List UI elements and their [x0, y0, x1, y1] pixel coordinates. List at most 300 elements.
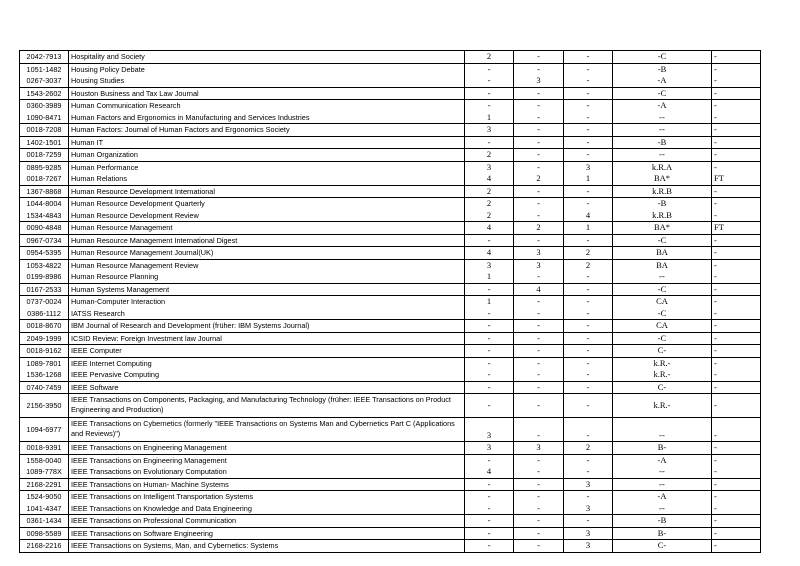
rating-col4-5-cell	[613, 394, 712, 417]
journal-title-cell	[69, 528, 465, 540]
ft-list-cell	[712, 235, 761, 247]
ft-list-cell	[712, 222, 761, 234]
rating-col1-value: -	[487, 63, 491, 74]
rating-col2-value: -	[537, 332, 540, 343]
rating-pair	[613, 198, 711, 210]
rating-col2-value: -	[537, 466, 540, 476]
rating-col3-cell	[564, 124, 613, 136]
rating-col4-5-cell	[613, 515, 712, 527]
rating-pair	[613, 382, 711, 394]
journal-title-cell	[69, 198, 465, 221]
rating-col2-cell	[514, 235, 564, 247]
table-row-group	[20, 394, 761, 418]
ft-list-value: -	[714, 87, 717, 98]
rating-col1-value: 2	[486, 149, 492, 159]
rating-pair	[613, 442, 711, 454]
rating-pair	[613, 515, 711, 527]
ft-list-cell	[712, 358, 761, 381]
rating-col1-value: -	[487, 357, 491, 368]
journal-title-value: IEEE Transactions on Cybernetics (formerly "IEEE Transactions on Systems Man and Cybernetics Part C (Applications and Reviews)")	[71, 419, 455, 438]
ft-list-value: -	[714, 124, 717, 134]
issn-cell	[20, 260, 69, 283]
rating-col3-value: -	[586, 198, 590, 208]
rating-col4-value: -	[657, 136, 661, 147]
rating-col2-value: -	[537, 111, 540, 122]
rating-pair	[613, 51, 711, 63]
rating-col3-cell	[564, 479, 613, 491]
issn-value: 2049-1999	[26, 333, 62, 343]
issn-cell	[20, 515, 69, 527]
rating-col4-value: B	[653, 173, 660, 183]
rating-col5-value: A*	[659, 222, 671, 232]
rating-col2-value: 3	[536, 75, 541, 85]
rating-col3-value: -	[586, 357, 590, 368]
rating-col1-cell	[465, 284, 514, 296]
ft-list-value: -	[714, 111, 717, 122]
table-row-group	[20, 358, 761, 382]
rating-col1-cell	[465, 394, 514, 417]
journal-title-value: IEEE Software	[71, 382, 119, 392]
rating-col1-value: -	[487, 320, 491, 330]
rating-col5-value: B	[660, 198, 667, 208]
rating-col3-value: -	[586, 234, 590, 245]
rating-col4-5-cell	[613, 162, 712, 185]
rating-pair	[613, 540, 711, 552]
rating-col4-5-cell	[613, 320, 712, 332]
rating-col4-value: k.R.	[653, 369, 668, 379]
journal-title-cell	[69, 442, 465, 454]
issn-value: 0167-2533	[26, 284, 62, 294]
journal-title-cell	[69, 284, 465, 296]
rating-col3-cell	[564, 284, 613, 296]
ft-list-cell	[712, 296, 761, 319]
ft-list-cell	[712, 162, 761, 185]
ft-list-cell	[712, 64, 761, 87]
ft-list-cell	[712, 455, 761, 478]
rating-col4-5-cell	[613, 358, 712, 381]
journal-title-value: Human Relations	[71, 174, 127, 183]
rating-col3-cell	[564, 540, 613, 552]
rating-col2-cell	[514, 382, 564, 394]
ft-list-cell	[712, 320, 761, 332]
rating-pair	[613, 284, 711, 296]
rating-col1-value: -	[487, 345, 491, 355]
rating-col4-5-cell	[613, 100, 712, 123]
rating-col3-value: -	[586, 63, 590, 74]
table-row-group	[20, 198, 761, 222]
rating-col3-value: -	[586, 111, 590, 122]
rating-col1-cell	[465, 124, 514, 136]
rating-col2-value: -	[537, 185, 540, 196]
table-row-group	[20, 296, 761, 320]
ft-list-value: -	[714, 399, 717, 410]
rating-col5-value: C	[660, 307, 667, 318]
rating-col2-value: 3	[536, 442, 541, 452]
issn-value: 1524-9050	[26, 492, 62, 501]
rating-col4-value: -	[657, 307, 661, 318]
issn-cell	[20, 247, 69, 259]
rating-col3-cell	[564, 247, 613, 259]
rating-col3-cell	[564, 320, 613, 332]
ft-list-cell	[712, 333, 761, 345]
rating-col3-cell	[564, 515, 613, 527]
rating-col1-cell	[465, 418, 514, 441]
rating-col2-value: -	[537, 320, 540, 330]
rating-col4-value: -	[657, 100, 661, 110]
rating-col5-value: A	[660, 491, 667, 501]
rating-col4-value: B	[657, 527, 664, 538]
rating-col2-value: -	[537, 491, 540, 501]
rating-col5-value: -	[662, 271, 665, 281]
issn-value: 1534-4843	[26, 210, 62, 220]
rating-col5-value: -	[663, 381, 667, 392]
rating-col2-value: -	[537, 307, 540, 318]
rating-col3-value: -	[586, 466, 590, 476]
table-row-group	[20, 222, 761, 235]
issn-cell	[20, 528, 69, 540]
journal-title-value: Houston Business and Tax Law Journal	[71, 88, 199, 98]
ft-list-value: -	[714, 491, 717, 501]
rating-col2-cell	[514, 515, 564, 527]
rating-col3-value: -	[586, 87, 590, 98]
rating-col2-cell	[514, 418, 564, 441]
rating-col3-value: -	[586, 454, 590, 465]
rating-col4-5-cell	[613, 491, 712, 514]
rating-col1-value: -	[487, 491, 491, 501]
rating-col5-value: A	[666, 161, 673, 172]
rating-col5-value: C	[660, 51, 667, 61]
rating-col1-cell	[465, 88, 514, 100]
table-row-group	[20, 540, 761, 553]
rating-col1-value: 2	[486, 209, 492, 220]
issn-cell	[20, 137, 69, 149]
rating-col2-cell	[514, 64, 564, 87]
rating-pair	[613, 64, 711, 76]
rating-col1-value: 2	[486, 198, 492, 208]
rating-pair	[613, 466, 711, 478]
rating-col2-value: -	[537, 515, 540, 525]
rating-col1-value: -	[487, 87, 491, 98]
issn-cell	[20, 455, 69, 478]
rating-col2-value: -	[537, 209, 540, 220]
rating-col3-cell	[564, 260, 613, 283]
issn-cell	[20, 88, 69, 100]
issn-value: 1536-1268	[26, 370, 62, 379]
rating-col1-cell	[465, 149, 514, 161]
rating-col1-value: 3	[486, 124, 492, 134]
rating-col5-value: -	[662, 478, 665, 489]
rating-pair	[613, 222, 711, 234]
issn-value: 0737-0024	[26, 297, 62, 306]
rating-col3-value: -	[586, 283, 590, 294]
ft-list-value: -	[714, 381, 717, 392]
issn-cell	[20, 284, 69, 296]
rating-col5-value: B	[660, 515, 667, 525]
issn-cell	[20, 491, 69, 514]
rating-col5-value: -	[663, 527, 667, 538]
rating-col4-5-cell	[613, 284, 712, 296]
rating-col5-value: C	[660, 234, 667, 245]
ft-list-value: -	[714, 51, 717, 61]
rating-col4-value: C	[656, 296, 662, 306]
issn-value: 0090-4848	[26, 223, 62, 232]
ft-list-value: -	[714, 369, 717, 379]
journal-title-cell	[69, 358, 465, 381]
rating-col1-cell	[465, 235, 514, 247]
journal-title-value: IATSS Research	[71, 308, 125, 318]
rating-col4-value: -	[659, 478, 662, 489]
journal-title-value: IEEE Transactions on Intelligent Transportation Systems	[71, 492, 254, 501]
issn-value: 0018-8670	[26, 321, 62, 330]
journal-ranking-table	[19, 50, 761, 553]
issn-value: 0018-7267	[26, 174, 62, 183]
issn-cell	[20, 186, 69, 198]
journal-title-cell	[69, 394, 465, 417]
rating-col1-value: -	[487, 307, 491, 318]
rating-col3-cell	[564, 382, 613, 394]
rating-col4-5-cell	[613, 198, 712, 221]
rating-col4-value: -	[657, 283, 661, 294]
rating-col2-value: -	[537, 478, 540, 489]
rating-pair	[613, 358, 711, 370]
journal-title-value: Human Factors and Ergonomics in Manufacturing and Services Industries	[71, 112, 310, 122]
rating-col3-cell	[564, 418, 613, 441]
rating-col1-value: -	[487, 234, 491, 245]
ft-list-cell	[712, 491, 761, 514]
table-row-group	[20, 235, 761, 248]
rating-col2-value: -	[537, 51, 540, 61]
rating-col1-value: -	[487, 454, 491, 465]
rating-col5-value: -	[667, 399, 671, 410]
rating-pair	[613, 137, 711, 149]
rating-col3-value: 3	[585, 161, 591, 172]
journal-title-value: Human Systems Management	[71, 284, 170, 294]
rating-col5-value: B	[666, 209, 672, 220]
table-row-group	[20, 320, 761, 333]
ft-list-value: -	[714, 466, 717, 476]
rating-col2-cell	[514, 479, 564, 491]
rating-col5-value: A	[661, 296, 668, 306]
ft-list-cell	[712, 528, 761, 540]
rating-col5-value: A	[661, 259, 668, 270]
rating-col1-value: -	[487, 527, 491, 538]
rating-col4-value: -	[659, 429, 662, 440]
rating-pair	[613, 210, 711, 222]
issn-value: 1090-8471	[26, 112, 62, 122]
issn-value: 0895-9285	[26, 162, 62, 172]
rating-col4-value: -	[657, 234, 661, 245]
journal-title-cell	[69, 247, 465, 259]
rating-col1-value: 3	[486, 429, 492, 440]
rating-col1-cell	[465, 358, 514, 381]
ft-list-cell	[712, 260, 761, 283]
rating-col1-value: 4	[486, 247, 492, 257]
rating-col1-value: -	[487, 283, 491, 294]
journal-title-value: Hospitality and Society	[71, 52, 145, 61]
rating-col4-5-cell	[613, 186, 712, 198]
issn-value: 0361-1434	[26, 516, 62, 525]
table-row-group	[20, 149, 761, 162]
ft-list-cell	[712, 515, 761, 527]
rating-col3-cell	[564, 222, 613, 234]
table-row-group	[20, 479, 761, 492]
rating-col2-cell	[514, 137, 564, 149]
journal-title-cell	[69, 222, 465, 234]
issn-value: 2042-7913	[26, 52, 62, 61]
rating-col1-value: -	[487, 502, 491, 513]
rating-col4-value: -	[659, 271, 662, 281]
rating-col4-value: k.R.	[652, 185, 667, 196]
journal-title-cell	[69, 100, 465, 123]
issn-value: 1041-4347	[26, 503, 62, 513]
issn-cell	[20, 64, 69, 87]
ft-list-cell	[712, 418, 761, 441]
ft-list-value: -	[714, 515, 717, 525]
rating-col5-value: A	[660, 454, 667, 465]
rating-col2-cell	[514, 149, 564, 161]
journal-title-value: IEEE Transactions on Evolutionary Computation	[71, 467, 227, 476]
rating-col2-value: -	[537, 399, 540, 410]
journal-title-value: ICSID Review: Foreign Investment law Journal	[71, 333, 222, 343]
rating-col1-value: -	[487, 478, 491, 489]
issn-value: 1094-6977	[26, 424, 62, 434]
ft-list-cell	[712, 51, 761, 63]
ft-list-cell	[712, 394, 761, 417]
rating-col3-value: 1	[585, 173, 591, 183]
rating-col1-cell	[465, 137, 514, 149]
issn-cell	[20, 394, 69, 417]
rating-col2-value: -	[537, 454, 540, 465]
rating-col3-cell	[564, 442, 613, 454]
journal-title-cell	[69, 137, 465, 149]
rating-col3-value: -	[586, 271, 590, 281]
rating-col3-value: -	[586, 124, 590, 134]
ft-list-value: FT	[714, 222, 724, 232]
journal-title-value: IEEE Computer	[71, 346, 122, 355]
rating-col2-cell	[514, 186, 564, 198]
rating-pair	[613, 400, 711, 412]
rating-col1-cell	[465, 345, 514, 357]
rating-pair	[613, 235, 711, 247]
ft-list-value: -	[714, 247, 717, 257]
ft-list-cell	[712, 137, 761, 149]
rating-col1-value: 4	[486, 222, 492, 232]
journal-title-cell	[69, 479, 465, 491]
journal-title-cell	[69, 260, 465, 283]
rating-col1-cell	[465, 296, 514, 319]
rating-col4-value: -	[657, 87, 661, 98]
issn-value: 0199-8986	[26, 272, 62, 281]
rating-col4-value: k.R.	[653, 357, 668, 368]
ft-list-value: -	[714, 332, 717, 343]
rating-col2-cell	[514, 162, 564, 185]
journal-title-value: IEEE Transactions on Engineering Management	[71, 443, 227, 452]
ft-list-cell	[712, 186, 761, 198]
rating-col1-value: -	[487, 136, 491, 147]
journal-title-value: IEEE Transactions on Knowledge and Data Engineering	[71, 503, 252, 513]
rating-col2-cell	[514, 247, 564, 259]
ft-list-value: -	[714, 63, 717, 74]
rating-col3-cell	[564, 100, 613, 123]
rating-col4-5-cell	[613, 382, 712, 394]
rating-col1-cell	[465, 247, 514, 259]
ft-list-cell	[712, 382, 761, 394]
ft-list-value: -	[714, 527, 717, 538]
issn-value: 2168-2291	[26, 479, 62, 489]
ft-list-value: -	[714, 161, 717, 172]
rating-col4-value: B	[657, 442, 664, 452]
issn-cell	[20, 442, 69, 454]
rating-col3-value: -	[586, 369, 590, 379]
ft-list-value: -	[714, 283, 717, 294]
table-row-group	[20, 382, 761, 395]
rating-col2-cell	[514, 124, 564, 136]
journal-title-cell	[69, 88, 465, 100]
rating-col3-value: -	[586, 515, 590, 525]
table-row-group	[20, 345, 761, 358]
rating-col3-cell	[564, 198, 613, 221]
rating-col4-5-cell	[613, 124, 712, 136]
rating-col1-cell	[465, 515, 514, 527]
rating-col1-cell	[465, 442, 514, 454]
rating-pair	[613, 308, 711, 320]
table-row-group	[20, 124, 761, 137]
rating-col3-cell	[564, 528, 613, 540]
rating-col2-value: 3	[536, 259, 541, 270]
rating-col1-cell	[465, 491, 514, 514]
rating-col5-value: C	[660, 332, 667, 343]
journal-title-value: Human Performance	[71, 162, 139, 172]
issn-value: 1402-1501	[26, 137, 62, 147]
rating-col3-cell	[564, 358, 613, 381]
table-row-group	[20, 455, 761, 479]
rating-col5-value: -	[662, 124, 665, 134]
rating-pair	[613, 173, 711, 185]
rating-col5-value: A	[661, 320, 668, 330]
journal-title-value: Human Resource Management Review	[71, 260, 199, 270]
rating-col2-value: -	[537, 429, 540, 440]
rating-col3-value: -	[586, 100, 590, 110]
journal-title-value: IEEE Transactions on Components, Packaging, and Manufacturing Technology (früher: IEEE Transactions on Product Engineering and Production)	[71, 395, 451, 414]
issn-cell	[20, 333, 69, 345]
rating-col3-value: 2	[585, 247, 591, 257]
rating-col3-cell	[564, 345, 613, 357]
rating-col4-5-cell	[613, 64, 712, 87]
rating-col3-cell	[564, 149, 613, 161]
journal-title-value: Human-Computer Interaction	[71, 297, 166, 306]
rating-col2-cell	[514, 88, 564, 100]
rating-col2-cell	[514, 51, 564, 63]
journal-title-value: Human Resource Management	[71, 223, 173, 232]
rating-col4-value: -	[657, 491, 661, 501]
rating-pair	[613, 430, 711, 442]
rating-col5-value: -	[662, 502, 665, 513]
rating-col5-value: B	[666, 185, 672, 196]
rating-pair	[613, 455, 711, 467]
rating-col3-value: 3	[585, 527, 591, 538]
rating-col1-cell	[465, 455, 514, 478]
rating-col5-value: A	[660, 75, 667, 85]
journal-title-value: IEEE Transactions on Systems, Man, and Cybernetics: Systems	[71, 541, 279, 550]
rating-col4-value: k.R.	[653, 399, 668, 410]
table-row-group	[20, 491, 761, 515]
rating-col4-value: -	[659, 124, 662, 134]
rating-col3-value: -	[586, 75, 590, 85]
rating-col5-value: -	[662, 429, 665, 440]
rating-col3-cell	[564, 64, 613, 87]
issn-cell	[20, 235, 69, 247]
rating-col3-value: -	[586, 399, 590, 410]
